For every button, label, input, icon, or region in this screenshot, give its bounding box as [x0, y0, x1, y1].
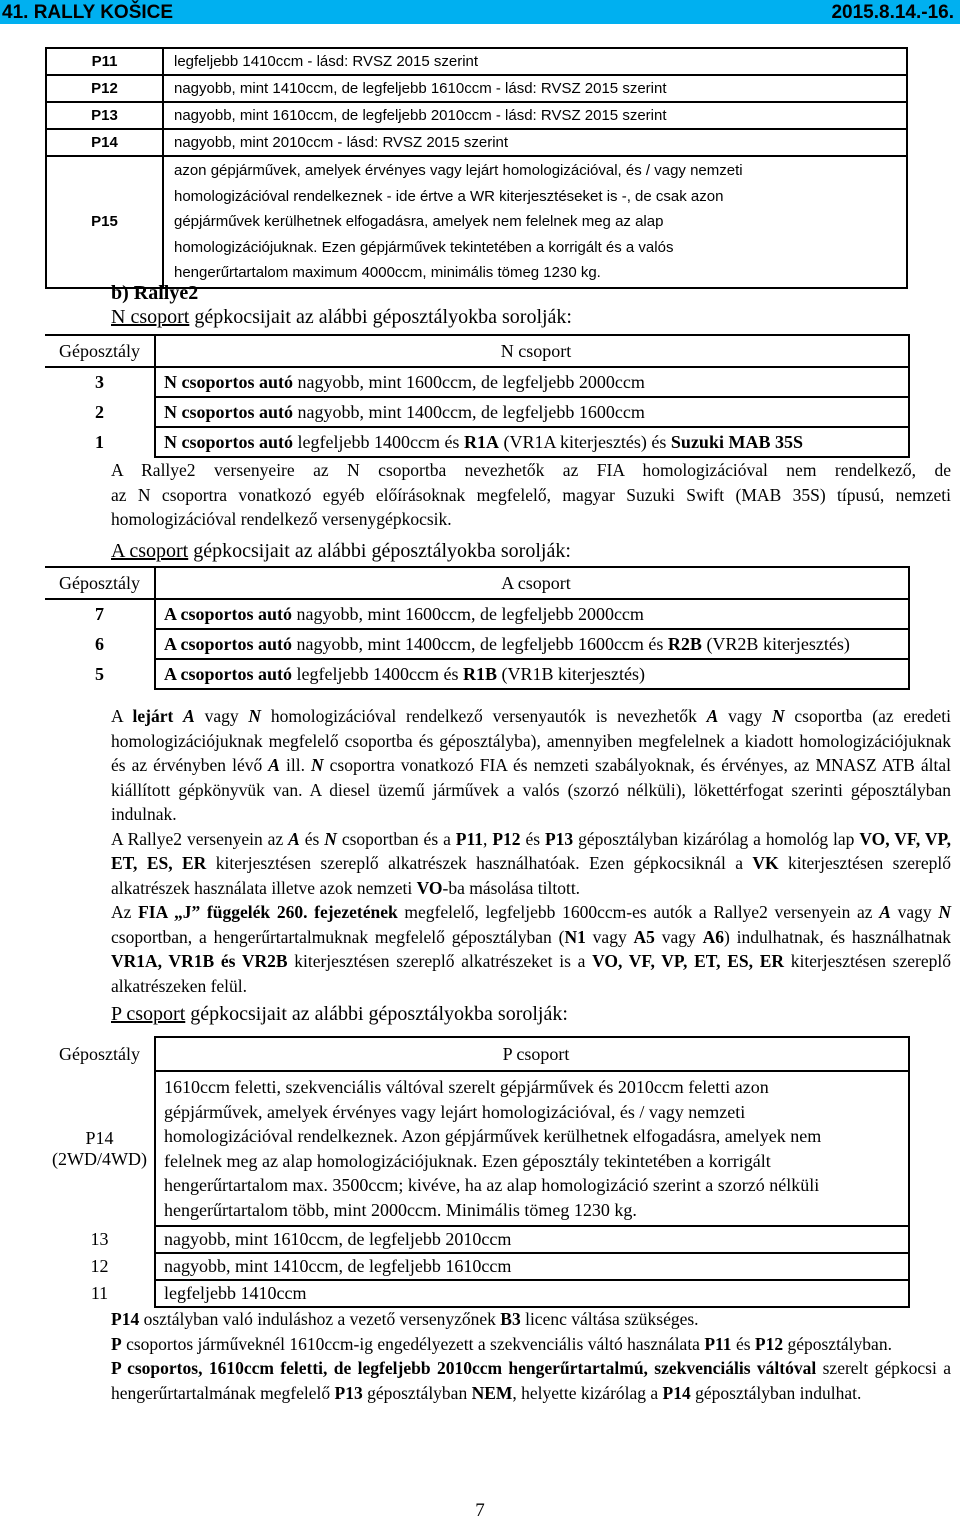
text-line: az N csoportra vonatkozó egyéb előírásoknak megfelelő, magyar Suzuki Swift (MAB 35S) típusú, nemzeti [111, 484, 951, 505]
bold-text: A csoportos autó [164, 633, 293, 654]
bold-text: N [324, 828, 337, 849]
class-number: 1 [95, 431, 104, 452]
paragraph-parts-rules [111, 827, 951, 901]
text: -ba másolása tiltott. [442, 877, 581, 898]
event-title: 41. RALLY KOŠICE [2, 2, 174, 23]
text: géposztályban indulhat. [690, 1382, 862, 1403]
bold-text: lejárt [132, 706, 174, 726]
text: csoportban, a hengerűrtartalmuknak megfelelő géposztályban ( [111, 926, 565, 947]
bold-text: A [183, 706, 195, 726]
table-row [45, 659, 909, 689]
section-heading: b) Rallye2 [111, 282, 199, 304]
bold-text: P [111, 1333, 122, 1354]
table-row [46, 102, 907, 129]
text: csoportban és a [336, 828, 456, 849]
table-row [45, 1280, 909, 1307]
text: megfelelő, legfeljebb 1600ccm-es autók a Rallye2 versenyein az [397, 902, 880, 922]
n-group-intro [111, 306, 572, 329]
bold-text: N [248, 706, 262, 726]
text: szerelt gépkocsi a hengerűrtartalmának megfelelő [111, 1358, 952, 1403]
note-sequential [111, 1332, 951, 1357]
text: (VR1B kiterjesztés) [496, 663, 645, 684]
text: nagyobb, mint 1600ccm, de legfeljebb 2000ccm [293, 371, 645, 392]
column-header: N csoport [155, 335, 909, 367]
class-description [163, 156, 907, 288]
text-line: A Rallye2 versenyeire az N csoportba nevezhetők az FIA homologizációval nem rendelkező, de [111, 460, 951, 480]
text-line: homologizációval rendelkeznek - ide értve a WR kiterjesztéseket is -, de csak azon [174, 187, 724, 205]
text: kiterjesztésen szereplő alkatrészek használhatóak. Ezen gépkocsiknál a [206, 853, 753, 873]
bold-text: P14 [111, 1309, 140, 1329]
bold-text: A6 [702, 926, 724, 947]
table-row [46, 48, 907, 75]
text: licenc váltása szükséges. [520, 1309, 699, 1329]
class-code: P13 [46, 102, 163, 129]
event-dates: 2015.8.14.-16. [831, 2, 954, 23]
bold-text: R2B [667, 633, 702, 654]
class-description: nagyobb, mint 1610ccm, de legfeljebb 2010ccm - lásd: RVSZ 2015 szerint [163, 102, 907, 129]
bold-text: P14 [662, 1382, 691, 1403]
class-description [155, 599, 909, 629]
bold-text: VR1A, VR1B és VR2B [111, 951, 288, 971]
text: vagy [194, 706, 249, 726]
n-group-note [111, 458, 951, 532]
class-description [155, 427, 909, 457]
text-line: hengerűrtartalom maximum 4000ccm, minimális tömeg 1230 kg. [174, 264, 601, 282]
text: ill. [279, 755, 311, 775]
bold-text: P11 [455, 828, 483, 849]
bold-text: N1 [564, 926, 586, 947]
text: legfeljebb 1400ccm és [293, 431, 464, 452]
text-line: (2WD/4WD) [52, 1148, 147, 1169]
note-licence [111, 1307, 951, 1332]
text: vagy [654, 926, 703, 947]
table-row [45, 1071, 909, 1226]
bold-text: VO, VF, VP, ET, ES, ER [592, 951, 785, 971]
text: vagy [718, 706, 772, 726]
table-row [45, 1253, 909, 1280]
text-line: P14 [85, 1127, 114, 1148]
bold-text: A [879, 902, 891, 922]
table-row [46, 75, 907, 102]
bold-text: Suzuki MAB 35S [670, 431, 803, 452]
n-group-name: N csoport [111, 306, 190, 328]
paragraph-fia-appendix [111, 900, 951, 998]
text: nagyobb, mint 1600ccm, de legfeljebb 2000ccm [292, 603, 644, 624]
text: Az [111, 902, 139, 922]
text: osztályban való induláshoz a vezető versenyzőnek [139, 1309, 501, 1329]
class-description [155, 659, 909, 689]
table-row [45, 397, 909, 427]
bold-text: VO, VF, VP, ET, ES, ER [111, 828, 952, 873]
class-number: 2 [95, 401, 104, 422]
text: géposztályban [362, 1382, 472, 1403]
text: és [299, 828, 325, 849]
page-number: 7 [475, 1500, 485, 1521]
class-number: 7 [95, 604, 104, 624]
text: vagy [890, 902, 939, 922]
bold-text: N [310, 755, 324, 775]
bold-text: P12 [492, 828, 521, 849]
bold-text: A [288, 828, 300, 849]
class-description [155, 1071, 909, 1226]
table-row [45, 629, 909, 659]
bold-text: VO [416, 877, 443, 898]
class-description [155, 629, 909, 659]
text: géposztályban kizárólag a homológ lap [573, 828, 860, 849]
class-description: legfeljebb 1410ccm - lásd: RVSZ 2015 szerint [163, 48, 907, 75]
bold-text: P csoportos, 1610ccm feletti, de legfeljebb 2010ccm hengerűrtartalmú, szekvenciális váltóval [111, 1358, 817, 1378]
text: (VR2B kiterjesztés) [701, 633, 850, 654]
class-number: 6 [95, 633, 104, 654]
table-header-row [45, 567, 909, 599]
a-group-intro [111, 540, 571, 563]
text: , helyette kizárólag a [512, 1382, 663, 1403]
a-group-name: A csoport [111, 540, 189, 562]
text-line: gépjárművek kerülhetnek elfogadásra, amelyek nem felelnek meg az alap [174, 213, 664, 231]
bold-text: NEM [471, 1382, 513, 1403]
bold-text: N [771, 706, 785, 726]
text [173, 706, 183, 726]
bold-text: VK [752, 853, 779, 873]
column-header: A csoport [155, 567, 909, 599]
class-code: P12 [46, 75, 163, 102]
class-number: 13 [90, 1229, 109, 1249]
a-group-table [45, 566, 910, 690]
class-description [155, 367, 909, 397]
text-line: felelnek meg az alap homologizációjuknak. Ezen géposztály tekintetében a korrigált [164, 1150, 771, 1171]
class-description: nagyobb, mint 1410ccm, de legfeljebb 1610ccm - lásd: RVSZ 2015 szerint [163, 75, 907, 102]
text: nagyobb, mint 1400ccm, de legfeljebb 1600ccm [293, 401, 645, 422]
text-line: homologizációval rendelkező versenygépkocsik. [111, 509, 452, 529]
class-description: nagyobb, mint 2010ccm - lásd: RVSZ 2015 szerint [163, 129, 907, 156]
text: csoportos járműveknél 1610ccm-ig engedélyezett a szekvenciális váltó használata [121, 1333, 705, 1354]
text: (VR1A kiterjesztés) és [498, 431, 671, 452]
class-description [155, 397, 909, 427]
table-row [45, 427, 909, 457]
text: géposztályban. [783, 1333, 892, 1354]
text: és [731, 1333, 755, 1354]
bold-text: P13 [544, 828, 574, 849]
intro-text: gépkocsijait az alábbi géposztályokba sorolják: [188, 540, 571, 562]
text: , [483, 828, 493, 849]
n-group-table [45, 334, 910, 458]
text: csoportba (az eredeti homologizációjuknak megfelelő csoportba és géposztályba), amennyiben megfelelnek a kiadott homologizációjuknak és az érvényben lévő [111, 706, 952, 775]
bold-text: A5 [633, 926, 655, 947]
column-header: Géposztály [45, 567, 155, 599]
class-number [45, 1071, 155, 1226]
class-number: 12 [90, 1256, 109, 1276]
table-row [45, 599, 909, 629]
class-description: nagyobb, mint 1410ccm, de legfeljebb 1610ccm [155, 1253, 909, 1280]
text: homologizációval rendelkező versenyautók is nevezhetők [261, 706, 707, 726]
table-row [45, 1226, 909, 1253]
class-code: P15 [46, 156, 163, 288]
text: legfeljebb 1400ccm és [292, 663, 463, 684]
text: vagy [585, 926, 634, 947]
text: kiterjesztésen szereplő alkatrészek használata illetve azok nemzeti [111, 853, 951, 898]
text-line: hengerűrtartalom több, mint 2000ccm. Minimális tömeg 1230 kg. [164, 1199, 637, 1220]
class-code: P14 [46, 129, 163, 156]
bold-text: N csoportos autó [164, 431, 293, 452]
rules-paragraphs [111, 704, 951, 998]
bold-text: A [706, 706, 719, 726]
intro-text: gépkocsijait az alábbi géposztályokba sorolják: [189, 306, 572, 328]
paragraph-lapsed-homologation [111, 704, 951, 827]
class-description: legfeljebb 1410ccm [155, 1280, 909, 1307]
text-line: homologizációjuknak. Ezen gépjárművek tekintetében a korrigált és a valós [174, 238, 674, 256]
bold-text: A [268, 755, 280, 775]
class-code: P11 [46, 48, 163, 75]
text: ) indulhatnak, és használhatnak [723, 926, 951, 947]
text-line: azon gépjárművek, amelyek érvényes vagy lejárt homologizációval, és / vagy nemzeti [174, 162, 743, 179]
text: kiterjesztésen szereplő alkatrészeket is a [287, 951, 593, 971]
column-header: P csoport [155, 1037, 909, 1071]
column-header: Géposztály [45, 335, 155, 367]
final-notes [111, 1307, 951, 1405]
text-line: 1610ccm feletti, szekvenciális váltóval szerelt gépjárművek és 2010ccm feletti azon [164, 1077, 769, 1097]
text-line: hengerűrtartalom max. 3500ccm; kivéve, ha az alap homologizáció szerint a szorzó nélküli [164, 1175, 820, 1195]
table-row [45, 367, 909, 397]
text: csoportra vonatkozó FIA és nemzeti szabályoknak, és érvényes, az MNASZ ATB által kiállított gépkönyvük van. A diesel üzemű járművek a valós (szorzó nélküli), lökettérfogat szerinti géposztályban indulnak. [111, 755, 951, 824]
p-group-name: P csoport [111, 1003, 186, 1025]
class-description: nagyobb, mint 1610ccm, de legfeljebb 2010ccm [155, 1226, 909, 1253]
bold-text: B3 [500, 1309, 521, 1329]
class-number: 5 [95, 663, 104, 684]
table-row [46, 129, 907, 156]
class-table [45, 47, 908, 289]
bold-text: P11 [704, 1333, 732, 1354]
bold-text: N csoportos autó [164, 401, 293, 422]
page-header [0, 0, 960, 24]
text-line: homologizációval rendelkeznek. Azon gépjárművek kerülhetnek elfogadásra, amelyek nem [164, 1126, 822, 1146]
text: és [520, 828, 545, 849]
text: A [111, 706, 133, 726]
column-header: Géposztály [59, 1043, 140, 1064]
note-p13-exclusion [111, 1356, 951, 1405]
text: nagyobb, mint 1400ccm, de legfeljebb 1600ccm és [292, 633, 668, 654]
bold-text: N [938, 902, 952, 922]
bold-text: A csoportos autó [164, 603, 293, 624]
bold-text: N csoportos autó [164, 371, 293, 392]
intro-text: gépkocsijait az alábbi géposztályokba sorolják: [185, 1003, 568, 1025]
bold-text: A csoportos autó [164, 663, 293, 684]
p-group-intro [111, 1003, 568, 1026]
text: kiterjesztésen szereplő alkatrészeken felül. [111, 951, 951, 996]
table-row [46, 156, 907, 288]
text: A Rallye2 versenyein az [111, 828, 289, 849]
class-number: 3 [95, 372, 104, 392]
table-header-row [45, 1037, 909, 1071]
table-header-row [45, 335, 909, 367]
text-line: gépjárművek, amelyek érvényes vagy lejárt homologizációval, és / vagy nemzeti [164, 1101, 746, 1122]
bold-text: P12 [754, 1333, 784, 1354]
bold-text: FIA „J” függelék 260. fejezetének [138, 902, 398, 922]
bold-text: P13 [334, 1382, 363, 1403]
p-group-table [45, 1036, 910, 1308]
bold-text: R1A [463, 431, 499, 452]
class-number: 11 [90, 1283, 109, 1303]
bold-text: R1B [462, 663, 497, 684]
